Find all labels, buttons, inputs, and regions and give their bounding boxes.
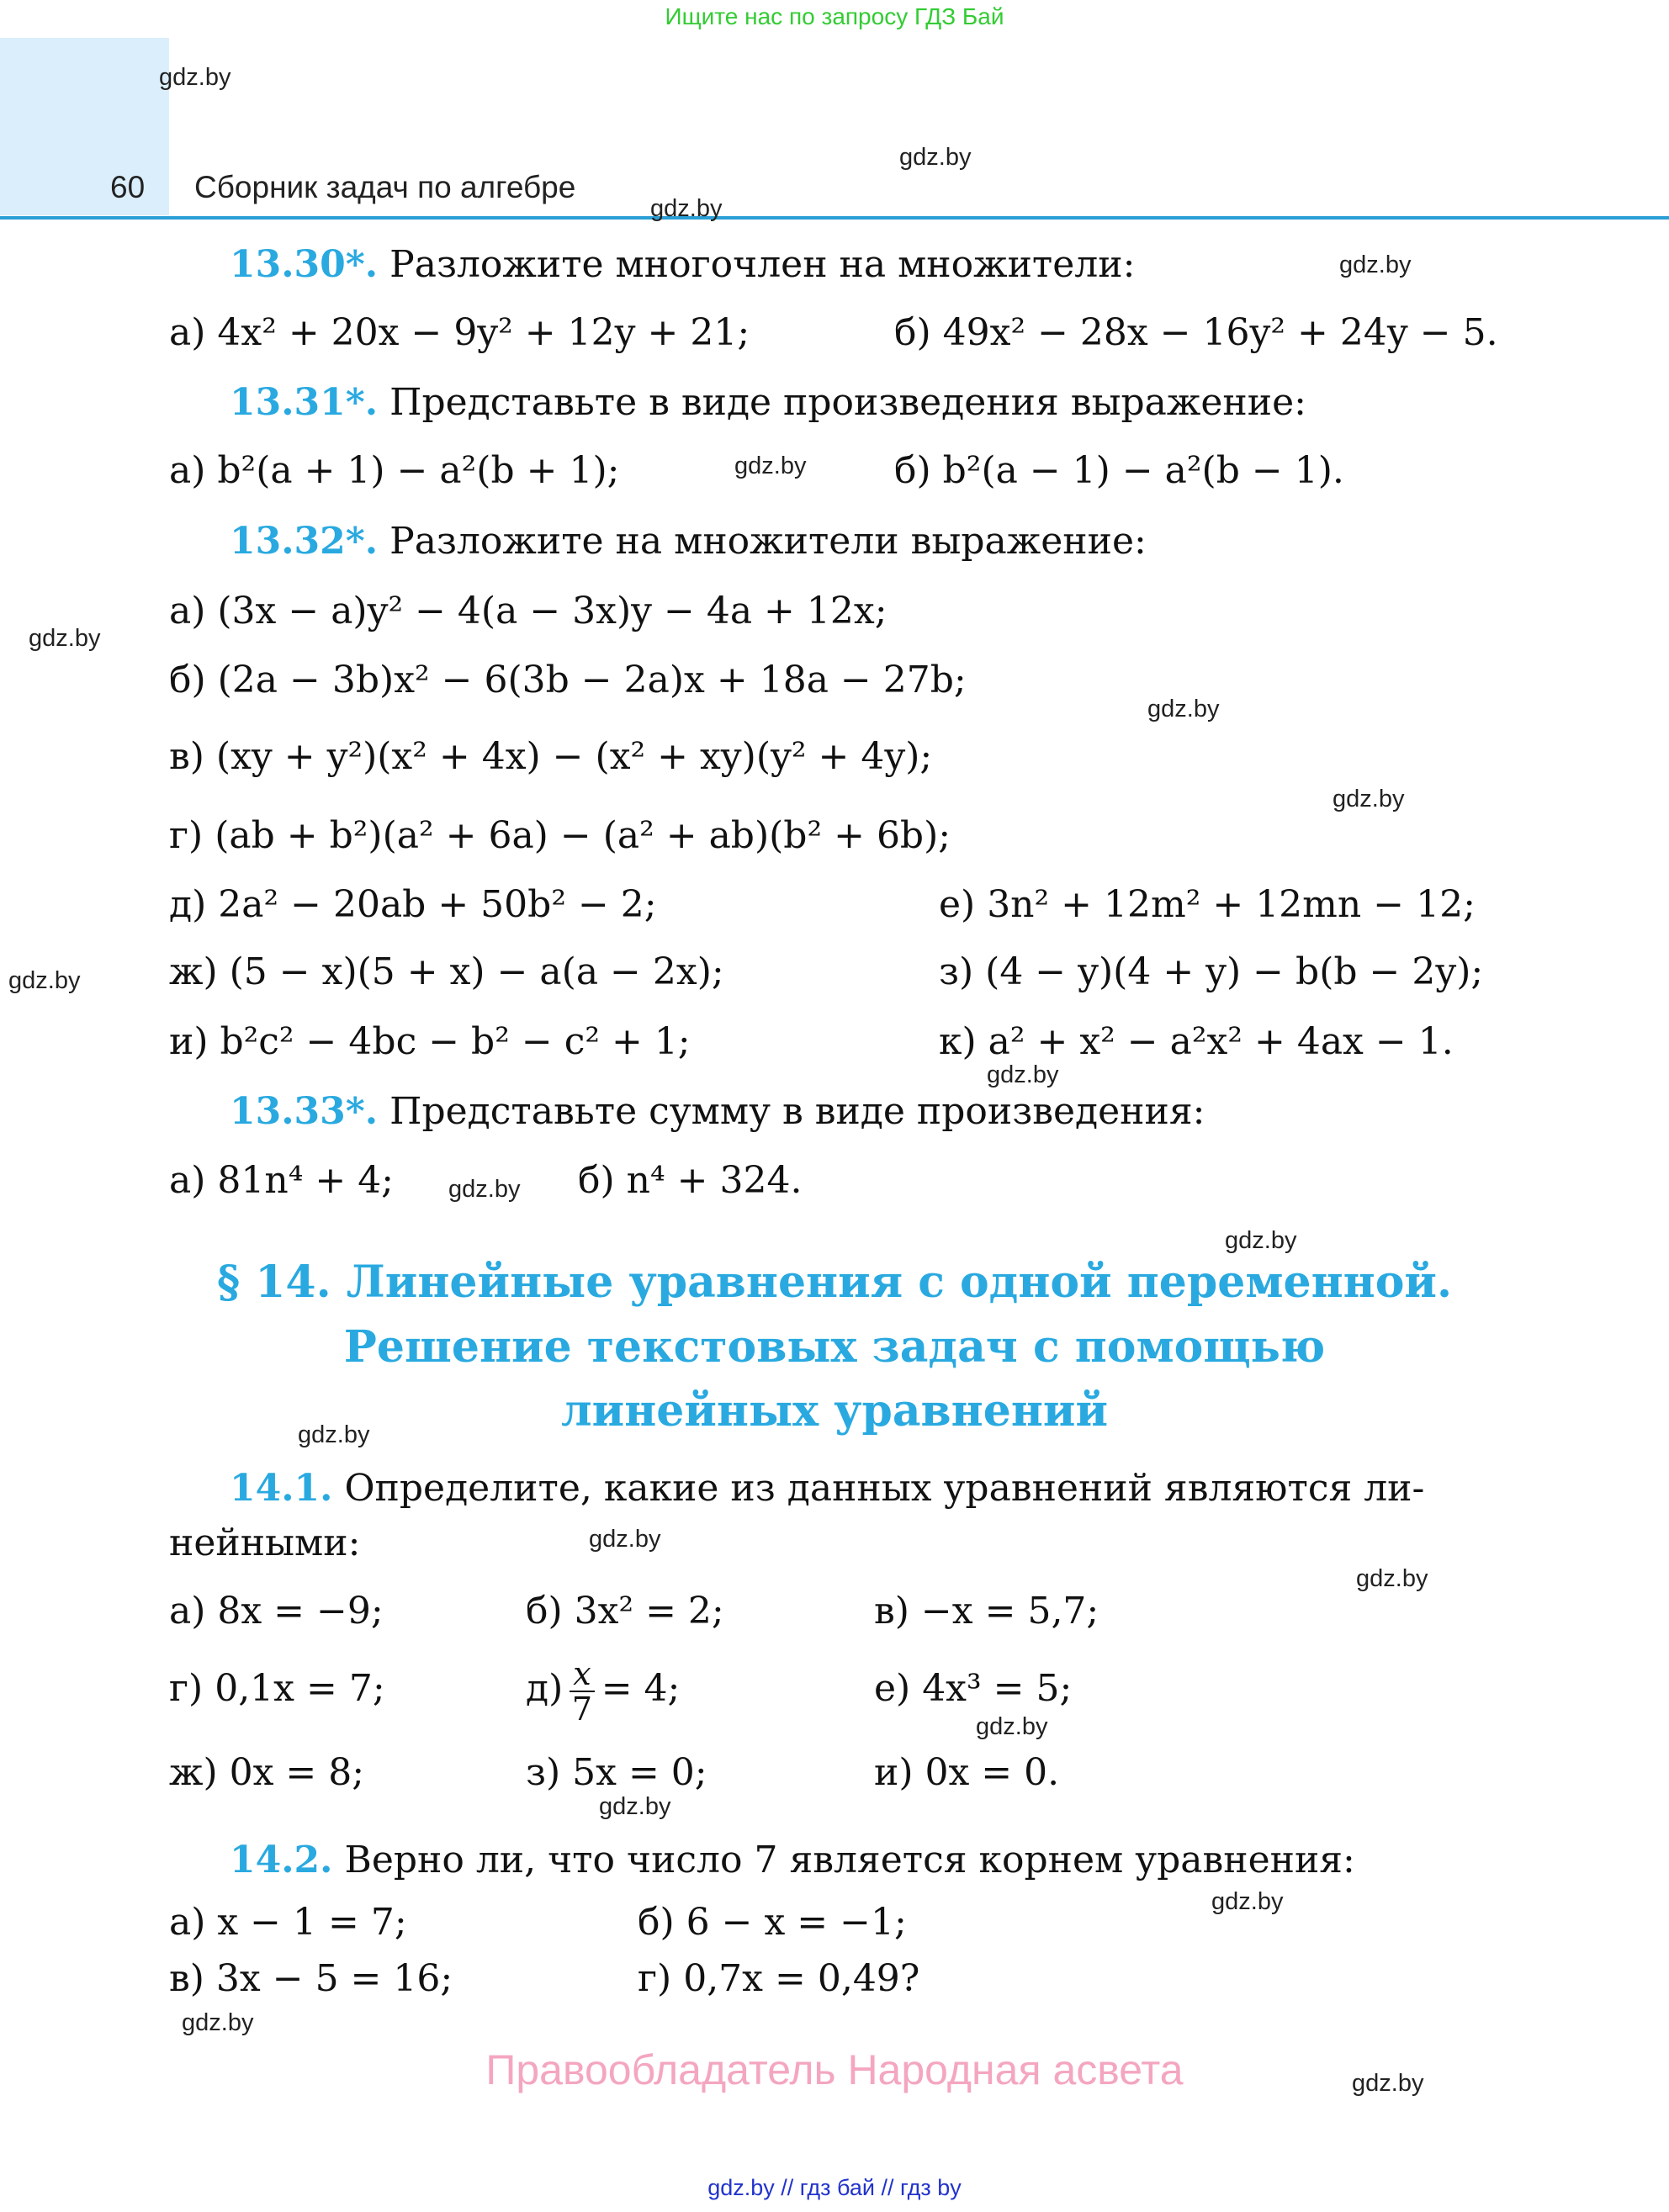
- problem-text: Разложите многочлен на множители:: [389, 243, 1136, 286]
- section-title-line-1: § 14. Линейные уравнения с одной переменной.: [216, 1257, 1453, 1308]
- item-e: е) 3n² + 12m² + 12mn − 12;: [939, 883, 1476, 926]
- item-b: б) b²(a − 1) − a²(b − 1).: [894, 449, 1344, 492]
- watermark: gdz.by: [29, 625, 101, 652]
- item-g: г) (ab + b²)(a² + 6a) − (a² + ab)(b² + 6b);: [169, 814, 951, 857]
- item-e: е) 4x³ = 5;: [874, 1667, 1073, 1710]
- item-b: б) n⁴ + 324.: [578, 1159, 803, 1202]
- watermark: gdz.by: [589, 1526, 661, 1553]
- item-g: г) 0,1x = 7;: [169, 1667, 385, 1710]
- watermark: gdz.by: [1356, 1565, 1428, 1592]
- section-title-line-2: Решение текстовых задач с помощью: [343, 1321, 1326, 1373]
- header-divider: [0, 216, 1669, 220]
- item-zh: ж) 0x = 8;: [169, 1751, 365, 1794]
- section-title-line-3: линейных уравнений: [560, 1385, 1109, 1437]
- watermark: gdz.by: [1225, 1227, 1297, 1254]
- watermark: gdz.by: [182, 2009, 254, 2036]
- problem-number: 13.32*.: [230, 520, 379, 563]
- problem-13-32-heading: [230, 516, 1147, 567]
- watermark: gdz.by: [1211, 1888, 1284, 1915]
- problem-number: 13.33*.: [230, 1090, 379, 1133]
- item-label: д): [526, 1667, 564, 1710]
- numerator: x: [570, 1657, 594, 1692]
- watermark: gdz.by: [298, 1421, 370, 1448]
- problem-number: 13.30*.: [230, 243, 379, 286]
- page-number: 60: [110, 170, 146, 204]
- item-v: в) (xy + y²)(x² + 4x) − (x² + xy)(y² + 4y);: [169, 735, 933, 778]
- item-z: з) (4 − y)(4 + y) − b(b − 2y);: [939, 950, 1484, 993]
- item-b: б) (2a − 3b)x² − 6(3b − 2a)x + 18a − 27b;: [169, 659, 967, 701]
- footer-links[interactable]: gdz.by // гдз бай // гдз by: [707, 2175, 962, 2200]
- item-zh: ж) (5 − x)(5 + x) − a(a − 2x);: [169, 950, 724, 993]
- problem-number: 14.1.: [230, 1467, 333, 1510]
- item-b: б) 3x² = 2;: [526, 1590, 724, 1633]
- book-title: Сборник задач по алгебре: [194, 170, 576, 204]
- watermark: gdz.by: [734, 452, 807, 479]
- item-g: г) 0,7x = 0,49?: [638, 1957, 920, 2000]
- search-banner: Ищите нас по запросу ГДЗ Бай: [665, 3, 1004, 29]
- problem-number: 14.2.: [230, 1839, 333, 1881]
- copyright-notice: Правообладатель Народная асвета: [485, 2046, 1184, 2093]
- watermark: gdz.by: [448, 1176, 521, 1203]
- item-k: к) a² + x² − a²x² + 4ax − 1.: [939, 1020, 1454, 1063]
- item-a: а) 4x² + 20x − 9y² + 12y + 21;: [169, 311, 750, 354]
- item-i: и) b²c² − 4bc − b² − c² + 1;: [169, 1020, 691, 1063]
- watermark: gdz.by: [8, 967, 81, 994]
- problem-text: Разложите на множители выражение:: [389, 520, 1147, 563]
- problem-text-continued: нейными:: [169, 1521, 361, 1564]
- watermark: gdz.by: [899, 144, 972, 171]
- item-rest: = 4;: [601, 1667, 681, 1710]
- problem-text: Представьте в виде произведения выражение:: [389, 381, 1306, 424]
- fraction: [570, 1654, 594, 1728]
- denominator: 7: [571, 1690, 593, 1728]
- problem-13-33-heading: [230, 1087, 1205, 1137]
- watermark: gdz.by: [599, 1793, 671, 1820]
- problem-text: Представьте сумму в виде произведения:: [389, 1090, 1205, 1133]
- problem-14-2-heading: [230, 1835, 1355, 1886]
- problem-text: Верно ли, что число 7 является корнем уравнения:: [344, 1839, 1355, 1881]
- item-a: а) 8x = −9;: [169, 1590, 384, 1633]
- item-a: а) b²(a + 1) − a²(b + 1);: [169, 449, 620, 492]
- item-a: а) x − 1 = 7;: [169, 1901, 407, 1944]
- item-v: в) 3x − 5 = 16;: [169, 1957, 453, 2000]
- watermark: gdz.by: [159, 64, 231, 91]
- item-d: [526, 1651, 680, 1727]
- watermark: gdz.by: [1333, 786, 1405, 812]
- item-i: и) 0x = 0.: [874, 1751, 1060, 1794]
- item-z: з) 5x = 0;: [526, 1751, 707, 1794]
- item-b: б) 49x² − 28x − 16y² + 24y − 5.: [894, 311, 1498, 354]
- item-b: б) 6 − x = −1;: [638, 1901, 907, 1944]
- item-d: д) 2a² − 20ab + 50b² − 2;: [169, 883, 657, 926]
- watermark: gdz.by: [1339, 251, 1412, 278]
- item-v: в) −x = 5,7;: [874, 1590, 1099, 1633]
- watermark: gdz.by: [1147, 696, 1220, 722]
- item-a: а) 81n⁴ + 4;: [169, 1159, 395, 1202]
- problem-13-31-heading: [230, 378, 1306, 428]
- watermark: gdz.by: [976, 1713, 1048, 1740]
- problem-13-30-heading: [230, 240, 1135, 290]
- item-a: а) (3x − a)y² − 4(a − 3x)y − 4a + 12x;: [169, 590, 887, 632]
- watermark: gdz.by: [650, 195, 723, 222]
- problem-number: 13.31*.: [230, 381, 379, 424]
- watermark: gdz.by: [1352, 2070, 1424, 2097]
- watermark: gdz.by: [987, 1061, 1059, 1088]
- problem-text: Определите, какие из данных уравнений являются ли-: [344, 1467, 1425, 1510]
- problem-14-1-heading: [230, 1463, 1424, 1514]
